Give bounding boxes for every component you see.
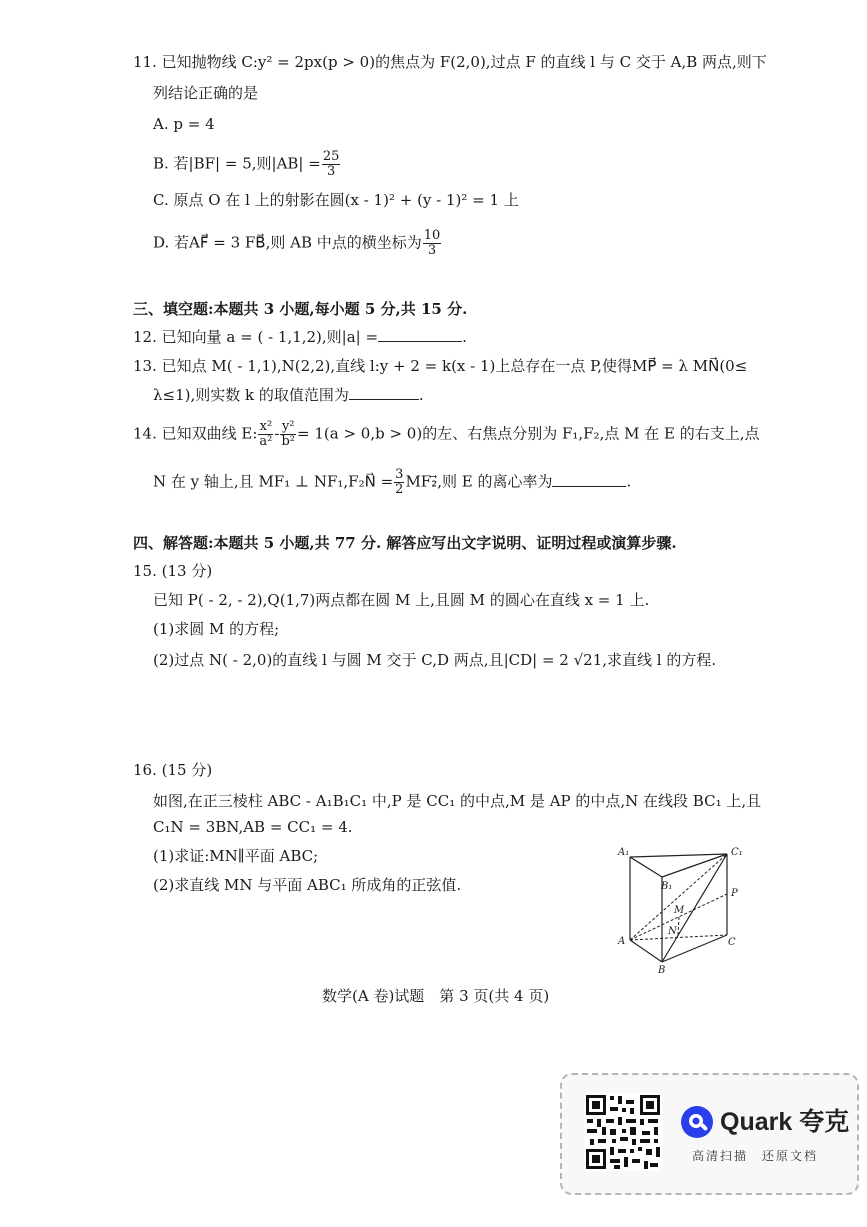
q16-stem: 如图,在正三棱柱 ABC - A₁B₁C₁ 中,P 是 CC₁ 的中点,M 是 AP 的中点,N 在线段 BC₁ 上,且	[153, 792, 762, 810]
section-4-heading: 四、解答题:本题共 5 小题,共 77 分. 解答应写出文字说明、证明过程或演算步骤.	[133, 534, 677, 552]
q11-stem: 11. 已知抛物线 C:y² = 2px(p > 0)的焦点为 F(2,0),过点 F 的直线 l 与 C 交于 A,B 两点,则下	[133, 53, 767, 71]
q14-frac-y: $\frac{\text{y²}}{\text{b²}}$	[281, 419, 295, 449]
q11-stem-cont: 列结论正确的是	[153, 84, 259, 102]
qr-code-icon	[584, 1093, 662, 1171]
q14-text-a: 14. 已知双曲线 E:	[133, 424, 258, 443]
q16-stem-cont: C₁N = 3BN,AB = CC₁ = 4.	[153, 818, 353, 836]
q16-part1: (1)求证:MN∥平面 ABC;	[153, 847, 319, 865]
label-a: A	[618, 936, 626, 947]
q13-line2	[153, 385, 424, 405]
q12	[133, 327, 467, 347]
q11-option-d-text: D. 若AF⃗ = 3 FB⃗,则 AB 中点的横坐标为	[153, 233, 422, 252]
q15-header: 15. (13 分)	[133, 562, 213, 580]
label-a1: A₁	[618, 847, 630, 858]
q11-option-a: A. p = 4	[153, 115, 215, 133]
label-p: P	[731, 888, 738, 899]
q14-line1	[133, 420, 760, 449]
quark-slogan: 高清扫描 还原文档	[692, 1149, 819, 1163]
prism-figure	[612, 840, 762, 975]
q14-frac-3-2: $\frac{3}{2}$	[395, 467, 404, 497]
label-n: N	[668, 926, 677, 937]
q13-period: .	[418, 386, 424, 404]
label-m: M	[674, 905, 685, 916]
quark-watermark	[560, 1073, 859, 1195]
q11-option-d-fraction: $\frac{10}{3}$	[423, 228, 441, 258]
label-b1: B₁	[661, 881, 673, 892]
section-3-heading: 三、填空题:本题共 3 小题,每小题 5 分,共 15 分.	[133, 300, 468, 318]
q15-part2: (2)过点 N( - 2,0)的直线 l 与圆 M 交于 C,D 两点,且|CD| = 2 √21,求直线 l 的方程.	[153, 651, 717, 669]
q13-line1: 13. 已知点 M( - 1,1),N(2,2),直线 l:y + 2 = k(x - 1)上总存在一点 P,使得MP⃗ = λ MN⃗(0≤	[133, 357, 748, 375]
q14-text-b: = 1(a > 0,b > 0)的左、右焦点分别为 F₁,F₂,点 M 在 E 的右支上,点	[297, 424, 760, 443]
q12-answer-blank[interactable]	[378, 327, 462, 342]
q14-text-d: MF₂⃗,则 E 的离心率为	[405, 472, 553, 491]
q13-answer-blank[interactable]	[349, 385, 419, 400]
q15-part1: (1)求圆 M 的方程;	[153, 620, 280, 638]
label-b: B	[658, 965, 666, 975]
q14-minus: -	[274, 424, 280, 443]
q14-period: .	[626, 472, 632, 491]
q12-text: 12. 已知向量 a = ( - 1,1,2),则|a| =	[133, 328, 379, 346]
q16-header: 16. (15 分)	[133, 761, 213, 779]
q11-option-b	[153, 150, 341, 179]
q14-frac-x: $\frac{\text{x²}}{\text{a²}}$	[259, 419, 273, 449]
q14-text-c: N 在 y 轴上,且 MF₁ ⊥ NF₁,F₂N⃗ =	[153, 472, 394, 491]
q15-stem: 已知 P( - 2, - 2),Q(1,7)两点都在圆 M 上,且圆 M 的圆心在直线 x = 1 上.	[153, 591, 650, 609]
q11-option-c: C. 原点 O 在 l 上的射影在圆(x - 1)² + (y - 1)² = 1 上	[153, 191, 519, 209]
q12-period: .	[462, 328, 467, 346]
q13-text: λ≤1),则实数 k 的取值范围为	[153, 386, 349, 404]
quark-brand-name: Quark 夸克	[720, 1108, 850, 1136]
page-footer: 数学(A 卷)试题 第 3 页(共 4 页)	[322, 987, 550, 1005]
q11-option-b-fraction: $\frac{25}{3}$	[322, 149, 340, 179]
q16-part2: (2)求直线 MN 与平面 ABC₁ 所成角的正弦值.	[153, 876, 462, 894]
q14-answer-blank[interactable]	[552, 472, 626, 487]
label-c1: C₁	[731, 847, 743, 858]
q14-line2	[153, 468, 631, 497]
label-c: C	[728, 937, 736, 948]
q11-option-d	[153, 229, 442, 258]
quark-logo-icon	[680, 1105, 714, 1139]
q11-option-b-text: B. 若|BF| = 5,则|AB| =	[153, 154, 321, 173]
